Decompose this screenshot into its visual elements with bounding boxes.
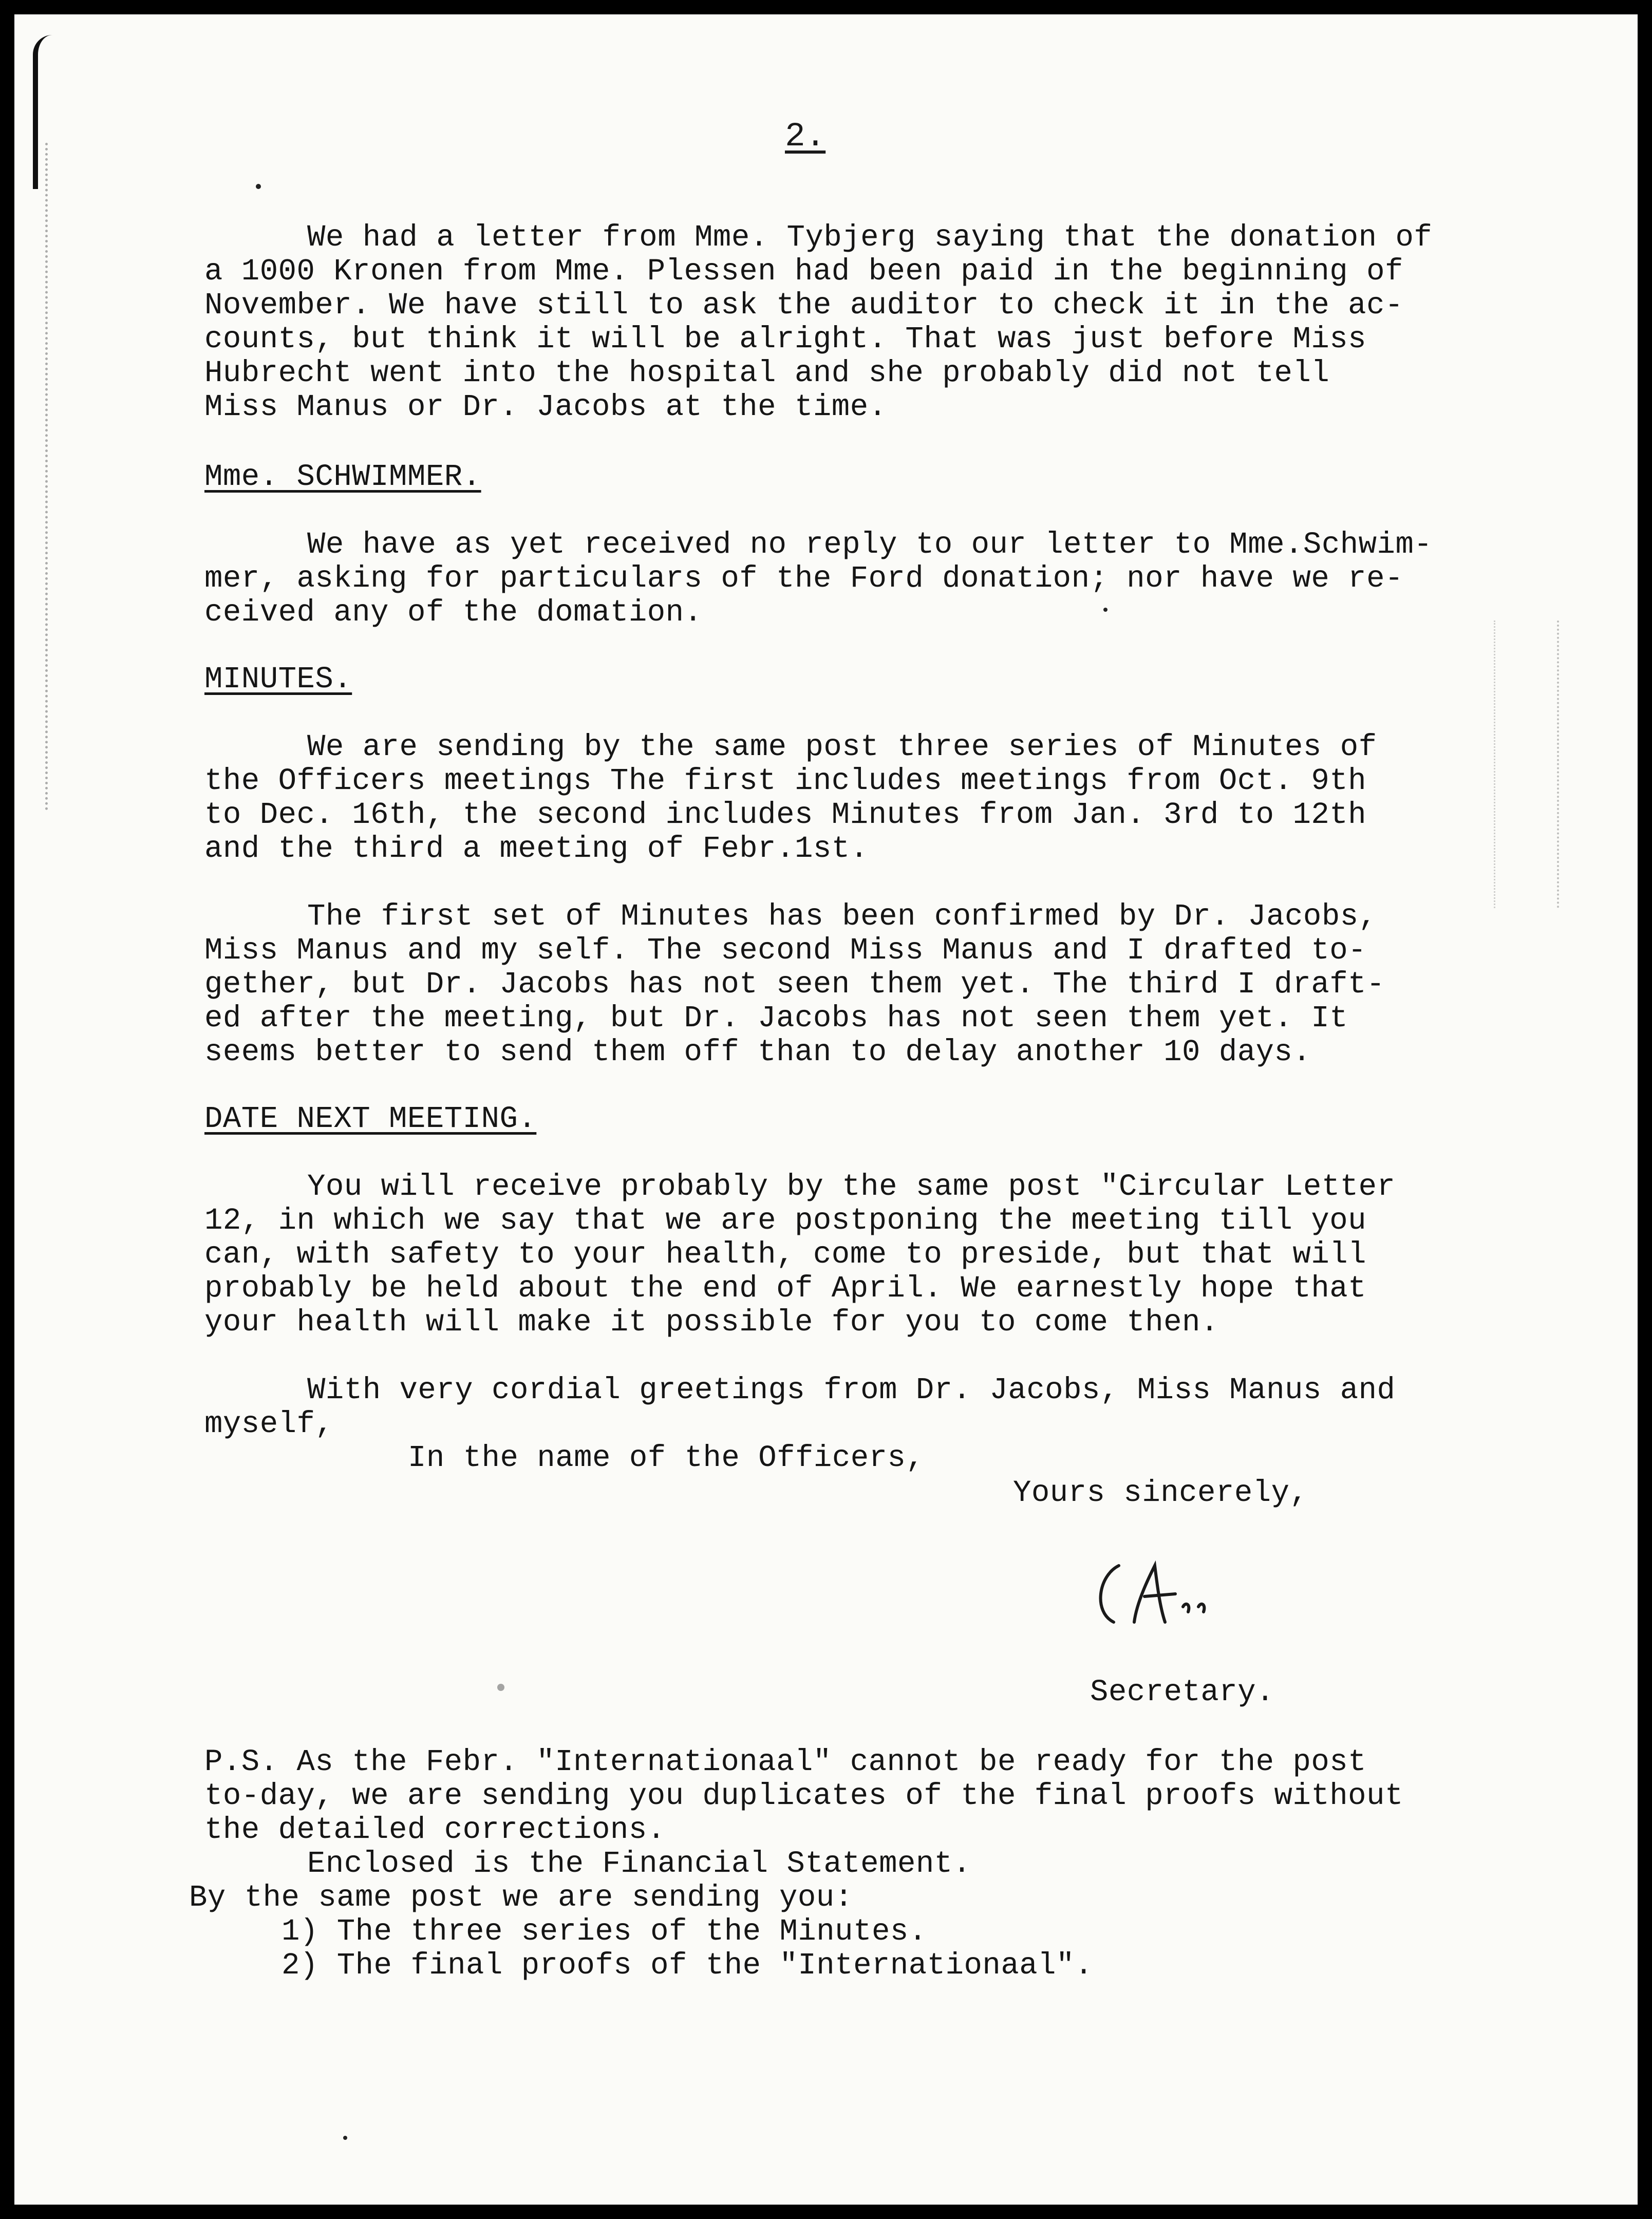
scan-speck	[256, 184, 261, 189]
signature-title: Secretary.	[1090, 1675, 1275, 1709]
section-heading-minutes: MINUTES.	[204, 662, 352, 697]
scan-speck	[1103, 608, 1107, 612]
paragraph-line: We are sending by the same post three series of Minutes of	[307, 730, 1377, 764]
postscript-line: By the same post we are sending you:	[189, 1880, 853, 1915]
paragraph-line: a 1000 Kronen from Mme. Plessen had been paid in the beginning of	[204, 254, 1403, 289]
paragraph-line: We have as yet received no reply to our letter to Mme.Schwim-	[307, 528, 1433, 562]
document-page	[14, 14, 1638, 2205]
paragraph-line: ceived any of the domation.	[204, 595, 703, 630]
scan-speck	[497, 1684, 504, 1691]
postscript-line: the detailed corrections.	[204, 1813, 666, 1847]
handwritten-signature	[1088, 1545, 1242, 1632]
paragraph-line: mer, asking for particulars of the Ford donation; nor have we re-	[204, 561, 1403, 596]
section-heading-schwimmer: Mme. SCHWIMMER.	[204, 460, 481, 494]
paragraph-line: probably be held about the end of April. We earnestly hope that	[204, 1271, 1367, 1306]
scan-speck	[343, 2136, 347, 2140]
closing-on-behalf: In the name of the Officers,	[408, 1441, 925, 1475]
paragraph-line: We had a letter from Mme. Tybjerg saying that the donation of	[307, 220, 1433, 255]
paragraph-line: the Officers meetings The first includes meetings from Oct. 9th	[204, 764, 1367, 798]
paragraph-line: can, with safety to your health, come to preside, but that will	[204, 1237, 1367, 1272]
paragraph-line: Miss Manus or Dr. Jacobs at the time.	[204, 390, 887, 424]
paragraph-line: ed after the meeting, but Dr. Jacobs has not seen them yet. It	[204, 1001, 1348, 1036]
paragraph-line: seems better to send them off than to delay another 10 days.	[204, 1035, 1311, 1069]
paragraph-line: The first set of Minutes has been confirmed by Dr. Jacobs,	[307, 899, 1377, 934]
postscript-line: to-day, we are sending you duplicates of the final proofs without	[204, 1779, 1403, 1813]
paragraph-line: your health will make it possible for you to come then.	[204, 1305, 1219, 1340]
postscript-line: P.S. As the Febr. "Internationaal" cannot be ready for the post	[204, 1745, 1367, 1779]
paragraph-line: myself,	[204, 1407, 334, 1441]
paragraph-line: With very cordial greetings from Dr. Jacobs, Miss Manus and	[307, 1373, 1396, 1407]
paragraph-line: gether, but Dr. Jacobs has not seen them yet. The third I draft-	[204, 967, 1385, 1002]
paragraph-line: Miss Manus and my self. The second Miss Manus and I drafted to-	[204, 933, 1367, 968]
paragraph-line: counts, but think it will be alright. That was just before Miss	[204, 322, 1367, 356]
paragraph-line: Hubrecht went into the hospital and she probably did not tell	[204, 356, 1330, 390]
punch-hole-marks	[45, 143, 60, 811]
postscript-list-item: 1) The three series of the Minutes.	[281, 1914, 927, 1949]
page-number: 2.	[785, 117, 826, 156]
postscript-line: Enclosed is the Financial Statement.	[307, 1847, 971, 1881]
closing-salutation: Yours sincerely,	[1013, 1476, 1308, 1510]
paragraph-line: You will receive probably by the same post "Circular Letter	[307, 1170, 1396, 1204]
postscript-list-item: 2) The final proofs of the "Internationaal".	[281, 1948, 1093, 1983]
section-heading-date-next-meeting: DATE NEXT MEETING.	[204, 1102, 537, 1136]
paragraph-line: November. We have still to ask the auditor to check it in the ac-	[204, 288, 1403, 323]
paragraph-line: to Dec. 16th, the second includes Minutes from Jan. 3rd to 12th	[204, 798, 1367, 832]
paragraph-line: and the third a meeting of Febr.1st.	[204, 832, 869, 866]
paragraph-line: 12, in which we say that we are postponing the meeting till you	[204, 1203, 1367, 1238]
scan-artifacts	[1494, 620, 1559, 908]
